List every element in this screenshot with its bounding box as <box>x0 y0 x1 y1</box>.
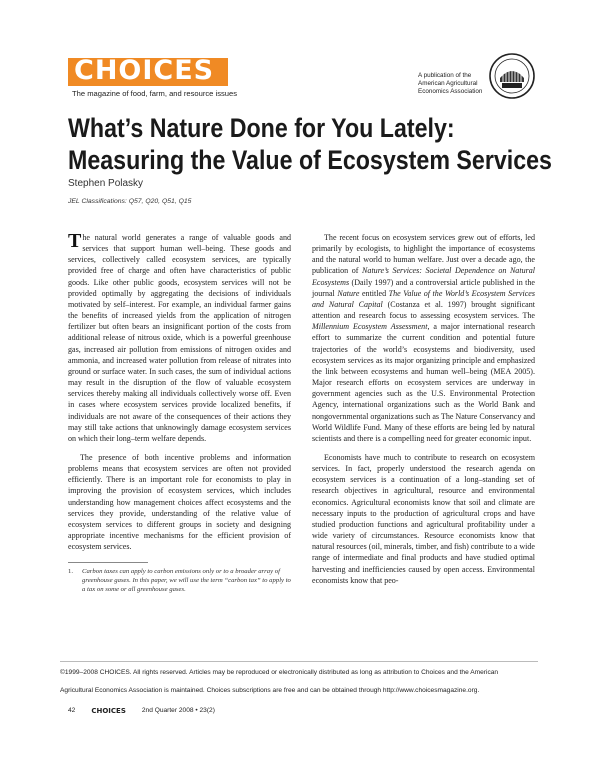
body-column-left <box>68 232 291 560</box>
footer-divider <box>60 661 538 662</box>
text-run: (Daily 1997) and a controversial article published in the journal <box>312 277 535 298</box>
text-run: The recent focus on ecosystem services grew out of efforts, led primarily by ecologists, to highlight the importance of ecosystems and the natural world to human welfare. Just over a decade ago, the publication of <box>312 233 535 276</box>
publisher-line: American Agricultural <box>418 80 478 87</box>
body-paragraph-text: he natural world generates a range of valuable goods and services that support human well–being. These goods and services, collectively called ecosystem services, are typically provided free of charge and often have characteristics of public goods. Like other public goods, ecosystem services will not be provided optimally by aggregating the decisions of individuals motivated by self–interest. For example, an individual farmer gains the benefits of increased yields from the application of nitrogen fertilizer but often bears an insignificant portion of the costs from additional release of nitrous oxide, which is a powerful greenhouse gas, increased air pollution from emissions of nitrogen oxides and ammonia, and increased water pollution from release of nitrates into ground or surface water. In such cases, the sum of individual actions may result in the disruption of the flow of valuable ecosystem services thereby making all individuals collectively worse off. Even in cases where ecosystem services provide localized benefits, if individuals are not aware of the consequences of their actions they may still take actions that unknowingly damage ecosystem services on which their long–term welfare depends. <box>68 233 291 443</box>
footnote-divider <box>68 562 148 563</box>
footnote <box>68 567 291 595</box>
article-title-line: What’s Nature Done for You Lately: <box>68 113 455 143</box>
publisher-line: A publication of the <box>418 72 472 79</box>
aaea-seal-icon <box>488 52 536 100</box>
body-column-right <box>312 232 535 594</box>
article-title <box>68 112 552 176</box>
copyright-line: ©1999–2008 CHOICES. All rights reserved. Articles may be reproduced or electronically distributed as long as attribution to Choices and the American <box>60 669 499 676</box>
publisher-line: Economics Association <box>418 88 483 95</box>
body-paragraph: Economists have much to contribute to research on ecosystem services. In fact, properly understood the research agenda on ecosystem services is a continuation of a long–standing set of research objectives in agricultural, resource and environmental economics. Agricultural economists know that soil and climate are necessary inputs to the production of agricultural crops and have studied production functions and agricultural profitability under a wide variety of circumstances. Resource economists know that natural resources (oil, minerals, timber, and fish) contribute to a wide range of intermediate and final products and have studied optimal harvesting and inefficiencies caused by open access. Environmental economists know that peo- <box>312 452 535 585</box>
publisher-note <box>418 72 498 96</box>
issue-info: 2nd Quarter 2008 • 23(2) <box>141 707 215 714</box>
brand-logo-text: CHOICES <box>74 55 215 86</box>
body-paragraph <box>312 232 535 444</box>
footer-brand: CHOICES <box>91 707 126 715</box>
page-footer <box>68 707 215 715</box>
text-run: , a major international research effort to summarize the current condition and potential future trajectories of the world’s ecosystems and biodiversity, used ecosystem services as its major organizing principle and emphasized the link between ecosystems and human well–being (MEA 2005). Major research efforts on ecosystem services are underway in government agencies such as the U.S. Environmental Protection Agency, international organizations such as the World Bank and nongovernmental organizations such as The Nature Conservancy and World Wildlife Fund. Many of these efforts are being led by natural scientists and there is a compelling need for greater economic input. <box>312 322 535 443</box>
article-author: Stephen Polasky <box>68 178 144 189</box>
page-number: 42 <box>68 707 76 714</box>
book-title: Nature’s Services: Societal Dependence on Natural Ecosystems <box>312 266 535 287</box>
text-run: (Costanza et al. 1997) brought significant attention and research focus to assessing ecosystem services. The <box>312 299 535 321</box>
text-run: entitled <box>359 288 389 298</box>
drop-cap: T <box>68 230 82 252</box>
copyright-notice <box>60 664 538 700</box>
jel-classifications: JEL Classifications: Q57, Q20, Q51, Q15 <box>68 198 192 205</box>
copyright-line: Agricultural Economics Association is maintained. Choices subscriptions are free and can be obtained through http://www.choicesmagazine.org. <box>60 687 480 694</box>
magazine-tagline: The magazine of food, farm, and resource issues <box>72 89 238 98</box>
body-paragraph: The presence of both incentive problems and information problems means that ecosystem services are often not provided efficiently. There is an important role for economists to play in improving the provision of ecosystem services, which includes understanding how management choices affect ecosystems and the services they provide, understanding of the relative value of ecosystem services to different groups in society and designing appropriate incentive mechanisms for the efficient provision of ecosystem services. <box>68 452 291 552</box>
body-paragraph <box>68 232 291 444</box>
article-reference: The Value of the World’s Ecosystem Services and Natural Capital <box>312 288 535 309</box>
report-name: Millennium Ecosystem Assessment <box>312 322 428 332</box>
article-title-line: Measuring the Value of Ecosystem Services <box>68 145 552 175</box>
journal-name: Nature <box>337 288 360 298</box>
footnote-text: Carbon taxes can apply to carbon emissions only or to a broader array of greenhouse gases. In this paper, we will use the term “carbon tax” to apply to a tax on some or all greenhouse gases. <box>82 568 291 594</box>
footnote-number: 1. <box>68 568 74 575</box>
